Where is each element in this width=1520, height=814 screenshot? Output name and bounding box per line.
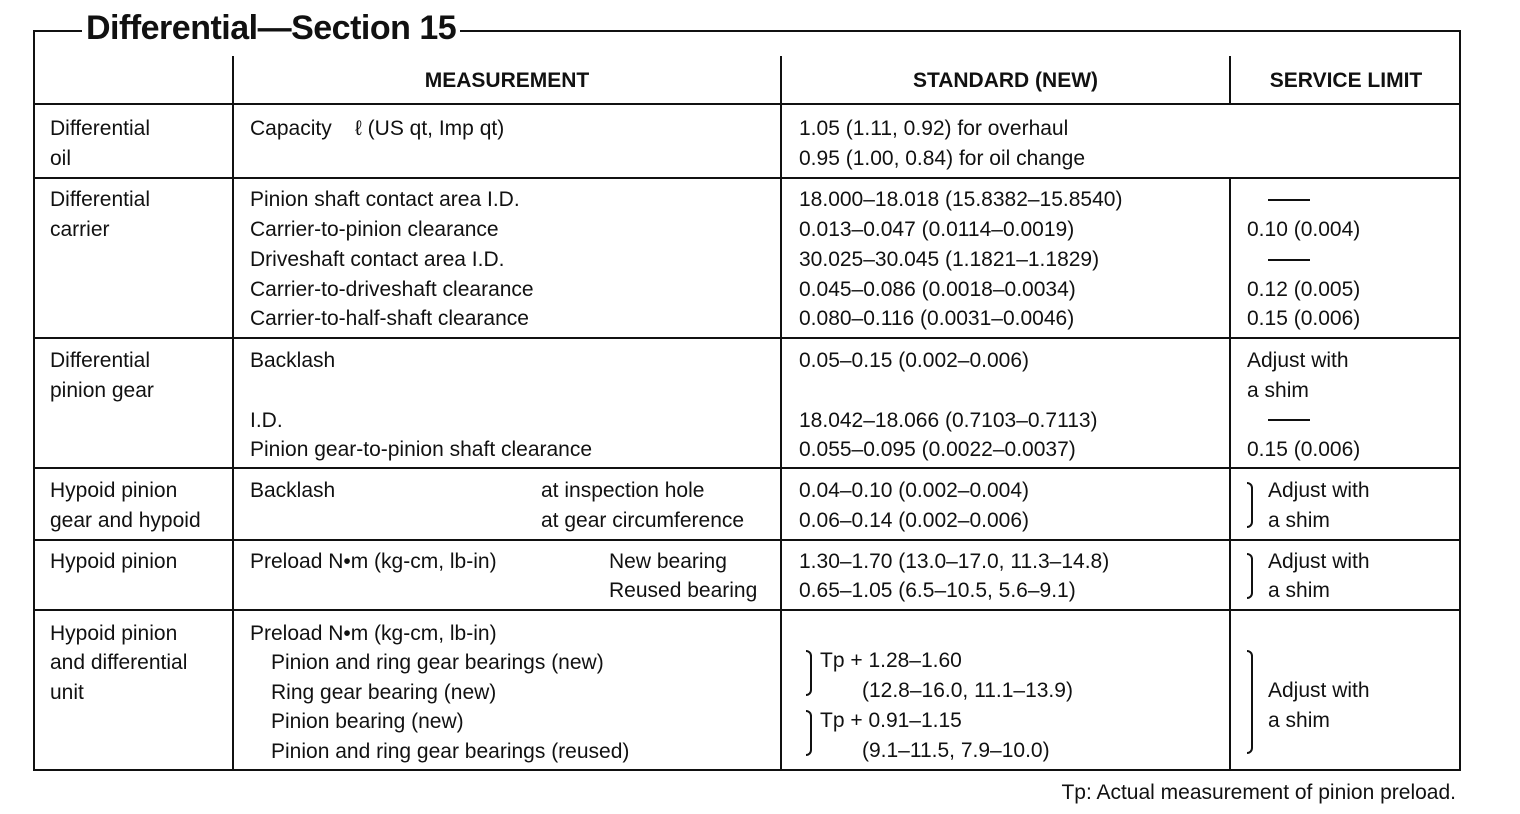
standard-value: (12.8–16.0, 11.1–13.9) (862, 679, 1073, 702)
measurement-label: Backlash (250, 479, 336, 502)
standard-value: 1.05 (1.11, 0.92) for overhaul (799, 117, 1069, 140)
measurement-label: Preload N•m (kg-cm, lb-in) (250, 550, 497, 573)
limit-value: a shim (1268, 709, 1330, 732)
item-label: Differential (50, 349, 150, 372)
measurement-label: Carrier-to-driveshaft clearance (250, 278, 534, 301)
brace-icon (1247, 482, 1253, 528)
standard-value: 0.05–0.15 (0.002–0.006) (799, 349, 1030, 372)
row-divider (33, 609, 1461, 611)
row-divider (33, 539, 1461, 541)
limit-value: Adjust with (1268, 550, 1370, 573)
limit-value: Adjust with (1268, 679, 1370, 702)
standard-value: 0.65–1.05 (6.5–10.5, 5.6–9.1) (799, 579, 1076, 602)
measurement-label: Pinion shaft contact area I.D. (250, 188, 520, 211)
row-divider (33, 467, 1461, 469)
item-label: Differential (50, 188, 150, 211)
item-label: Hypoid pinion (50, 479, 178, 502)
measurement-label: Driveshaft contact area I.D. (250, 248, 505, 271)
limit-value: a shim (1247, 379, 1309, 402)
limit-value: 0.15 (0.006) (1247, 438, 1361, 461)
page-title: Differential—Section 15 (82, 6, 460, 50)
header-standard: STANDARD (NEW) (912, 69, 1099, 92)
limit-value: Adjust with (1247, 349, 1349, 372)
measurement-label: Ring gear bearing (new) (271, 681, 497, 704)
standard-value: 18.042–18.066 (0.7103–0.7113) (799, 409, 1098, 432)
measurement-label: Preload N•m (kg-cm, lb-in) (250, 622, 497, 645)
standard-value: (9.1–11.5, 7.9–10.0) (862, 739, 1050, 762)
column-divider (780, 56, 782, 771)
standard-value: 0.04–0.10 (0.002–0.004) (799, 479, 1030, 502)
item-label: and differential (50, 651, 188, 674)
brace-icon (806, 710, 812, 756)
measurement-label: I.D. (250, 409, 283, 432)
standard-value: 0.055–0.095 (0.0022–0.0037) (799, 438, 1076, 461)
item-label: carrier (50, 218, 110, 241)
row-divider (33, 337, 1461, 339)
column-divider (232, 56, 234, 771)
header-measurement: MEASUREMENT (424, 69, 590, 92)
row-divider (33, 177, 1461, 179)
measurement-label: Pinion bearing (new) (271, 710, 464, 733)
limit-value: Adjust with (1268, 479, 1370, 502)
footnote: Tp: Actual measurement of pinion preload. (1061, 781, 1456, 804)
limit-value: 0.15 (0.006) (1247, 307, 1361, 330)
limit-value: a shim (1268, 509, 1330, 532)
item-label: Hypoid pinion (50, 622, 178, 645)
standard-value: Tp + 0.91–1.15 (820, 709, 962, 732)
measurement-label: Carrier-to-pinion clearance (250, 218, 499, 241)
standard-value: 0.045–0.086 (0.0018–0.0034) (799, 278, 1076, 301)
item-label: Differential (50, 117, 150, 140)
standard-value: Tp + 1.28–1.60 (820, 649, 962, 672)
measurement-label: Pinion gear-to-pinion shaft clearance (250, 438, 593, 461)
measurement-label: at inspection hole (541, 479, 705, 502)
brace-icon (1247, 553, 1253, 599)
no-limit-dash (1268, 419, 1310, 421)
limit-value: 0.10 (0.004) (1247, 218, 1361, 241)
column-divider (1229, 177, 1231, 771)
measurement-label: at gear circumference (541, 509, 745, 532)
measurement-label: Capacity ℓ (US qt, Imp qt) (250, 117, 505, 140)
standard-value: 30.025–30.045 (1.1821–1.1829) (799, 248, 1100, 271)
measurement-label: New bearing (609, 550, 727, 573)
item-label: unit (50, 681, 84, 704)
header-divider (33, 103, 1461, 105)
standard-value: 0.080–0.116 (0.0031–0.0046) (799, 307, 1075, 330)
brace-icon (806, 650, 812, 696)
measurement-label: Carrier-to-half-shaft clearance (250, 307, 529, 330)
no-limit-dash (1268, 259, 1310, 261)
item-label: pinion gear (50, 379, 154, 402)
limit-value: 0.12 (0.005) (1247, 278, 1361, 301)
standard-value: 0.06–0.14 (0.002–0.006) (799, 509, 1030, 532)
brace-icon (1247, 650, 1253, 754)
item-label: Hypoid pinion (50, 550, 178, 573)
header-service-limit: SERVICE LIMIT (1269, 69, 1423, 92)
no-limit-dash (1268, 199, 1310, 201)
standard-value: 1.30–1.70 (13.0–17.0, 11.3–14.8) (799, 550, 1110, 573)
item-label: gear and hypoid (50, 509, 201, 532)
standard-value: 0.95 (1.00, 0.84) for oil change (799, 147, 1086, 170)
standard-value: 18.000–18.018 (15.8382–15.8540) (799, 188, 1123, 211)
measurement-label: Backlash (250, 349, 336, 372)
measurement-label: Reused bearing (609, 579, 758, 602)
measurement-label: Pinion and ring gear bearings (reused) (271, 740, 630, 763)
limit-value: a shim (1268, 579, 1330, 602)
standard-value: 0.013–0.047 (0.0114–0.0019) (799, 218, 1075, 241)
measurement-label: Pinion and ring gear bearings (new) (271, 651, 604, 674)
item-label: oil (50, 147, 72, 170)
